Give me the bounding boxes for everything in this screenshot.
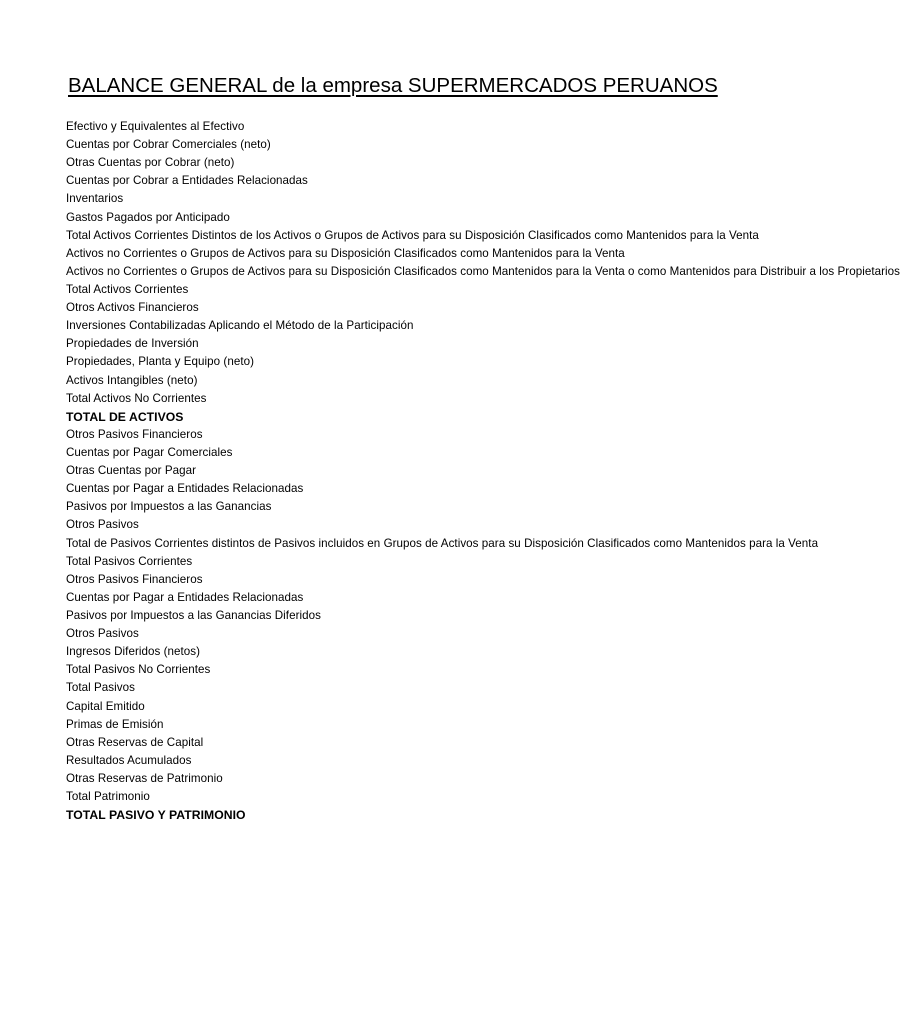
balance-row-label: Activos Intangibles (neto) (66, 373, 198, 387)
balance-row-label: Gastos Pagados por Anticipado (66, 210, 230, 224)
page-title: BALANCE GENERAL de la empresa SUPERMERCADOS PERUANOS (68, 74, 718, 97)
balance-row-label: Propiedades de Inversión (66, 337, 199, 351)
balance-row-label: Otras Cuentas por Pagar (66, 464, 197, 478)
balance-row-label: Pasivos por Impuestos a las Ganancias Diferidos (66, 608, 321, 622)
balance-row-label: Otros Pasivos Financieros (66, 427, 203, 441)
balance-row-label: Primas de Emisión (66, 717, 164, 731)
balance-row-label: Total Pasivos No Corrientes (66, 663, 211, 677)
balance-row-label: Cuentas por Pagar Comerciales (66, 445, 233, 459)
balance-row-label: Total de Pasivos Corrientes distintos de Pasivos incluidos en Grupos de Activos para su Disposición Clasificados como Mantenidos para la Venta (66, 536, 819, 550)
balance-row-label: Resultados Acumulados (66, 753, 192, 767)
balance-row-label: Activos no Corrientes o Grupos de Activos para su Disposición Clasificados como Mantenidos para la Venta (66, 246, 625, 260)
balance-row-label: Activos no Corrientes o Grupos de Activos para su Disposición Clasificados como Mantenidos para la Venta o como Mantenidos para Distribuir a los Propietarios (66, 264, 900, 278)
balance-row-label: Otros Pasivos Financieros (66, 572, 203, 586)
balance-row-label: Pasivos por Impuestos a las Ganancias (66, 500, 272, 514)
balance-row-label: Capital Emitido (66, 699, 145, 713)
balance-row-label: Total Activos Corrientes Distintos de los Activos o Grupos de Activos para su Disposición Clasificados como Mantenidos para la Venta (66, 228, 759, 242)
balance-row-label: Cuentas por Pagar a Entidades Relacionadas (66, 482, 304, 496)
balance-row-label: Cuentas por Pagar a Entidades Relacionadas (66, 590, 304, 604)
balance-row-label: Otros Activos Financieros (66, 301, 199, 315)
total-row-label: TOTAL DE ACTIVOS (66, 409, 184, 424)
spreadsheet-page (66, 0, 900, 1024)
balance-row-label: Total Activos No Corrientes (66, 391, 207, 405)
balance-sheet-row-list (66, 118, 900, 824)
balance-row-label: Otros Pasivos (66, 627, 139, 641)
balance-row-label: Otras Reservas de Capital (66, 735, 204, 749)
balance-row-label: Total Activos Corrientes (66, 282, 189, 296)
balance-row-label: Otras Reservas de Patrimonio (66, 771, 223, 785)
balance-row-label: Total Pasivos (66, 681, 135, 695)
balance-row-label: Cuentas por Cobrar a Entidades Relacionadas (66, 174, 308, 188)
balance-row-label: Total Pasivos Corrientes (66, 554, 193, 568)
balance-row-label: Cuentas por Cobrar Comerciales (neto) (66, 138, 271, 152)
balance-row-label: Ingresos Diferidos (netos) (66, 645, 201, 659)
balance-row-label: Inventarios (66, 192, 124, 206)
total-row-label: TOTAL PASIVO Y PATRIMONIO (66, 808, 246, 823)
balance-row-label: Efectivo y Equivalentes al Efectivo (66, 120, 245, 133)
balance-row-label: Inversiones Contabilizadas Aplicando el Método de la Participación (66, 319, 414, 333)
balance-row-label: Propiedades, Planta y Equipo (neto) (66, 355, 255, 369)
balance-row-label: Otras Cuentas por Cobrar (neto) (66, 156, 235, 170)
balance-row-label: Total Patrimonio (66, 790, 150, 804)
balance-row-label: Otros Pasivos (66, 518, 139, 532)
